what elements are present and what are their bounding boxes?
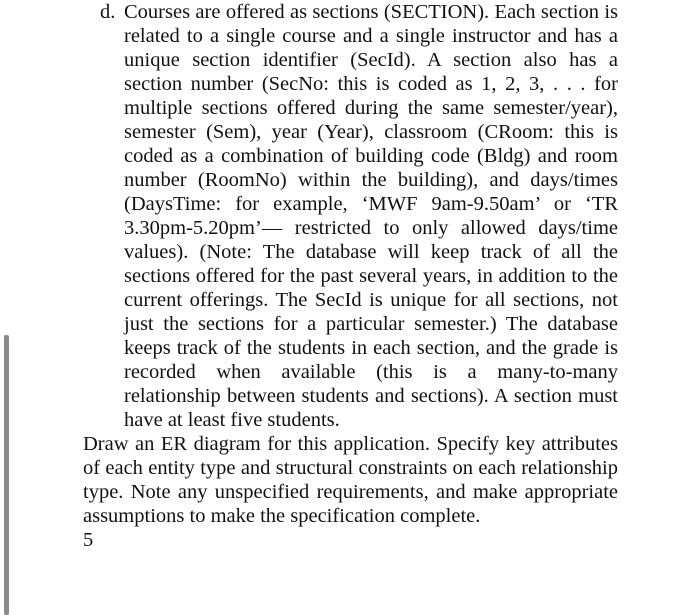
section-description-paragraph: Courses are offered as sections (SECTION). Each section is related to a single course and a single instructor and has a unique section identifier (SecId). A section also has a section number (SecNo: this is coded as 1, 2, 3, . . . for multiple sections offered during the same semester/year), semester (Sem), year (Year), classroom (CRoom: this is coded as a combination of building code (Bldg) and room number (RoomNo) within the building), and days/times (DaysTime: for example, ‘MWF 9am-9.50am’ or ‘TR 3.30pm-5.20pm’— restricted to only allowed days/time values). (Note: The database will keep track of all the sections offered for the past several years, in addition to the current offerings. The SecId is unique for all sections, not just the sections for a particular semester.) The database keeps track of the students in each section, and the grade is recorded when available (this is a many-to-many relationship between students and sections). A section must have at least five students. [124, 1, 618, 431]
scrollbar[interactable] [4, 335, 9, 615]
exercise-instruction: Draw an ER diagram for this application. Specify key attributes of each entity type and structural constraints on each relationship type. Note any unspecified requirements, and make appropriate assumptions to make the specification complete. [83, 433, 618, 527]
page-number: 5 [83, 529, 94, 551]
list-marker: d. [100, 1, 116, 23]
